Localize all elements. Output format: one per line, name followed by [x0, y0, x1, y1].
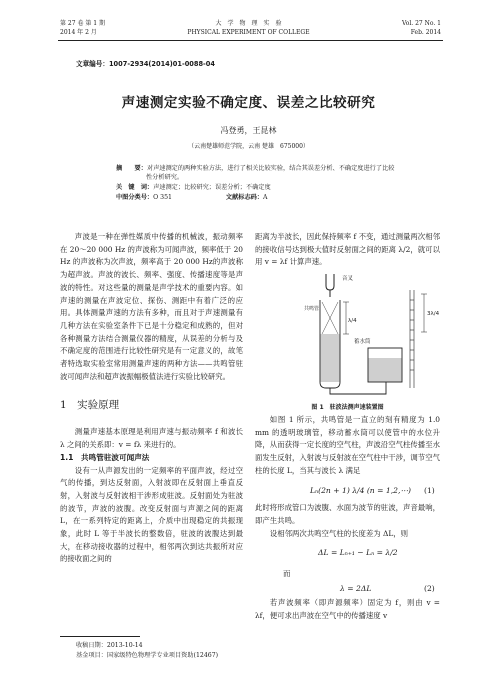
length-difference-paragraph: 设相邻两次共鸣空气柱的长度差为 ΔL，则 — [269, 529, 409, 539]
received-date: 收稿日期：2013-10-14 — [76, 642, 143, 649]
authors: 冯登勇，王昆林 — [220, 126, 277, 135]
doc-code-label: 文献标志码： — [225, 194, 264, 201]
doc-code: A — [263, 194, 268, 201]
fig-label-three-quarter: 3λ/4 — [427, 311, 440, 317]
right-column-top — [255, 231, 440, 269]
equation-3-number: (2) — [424, 584, 435, 593]
keywords: 声速测定；比较研究；误差分析；不确定度 — [153, 184, 271, 191]
dimension-markers — [343, 294, 427, 334]
right-column-mid — [255, 414, 440, 478]
header-rule — [58, 40, 443, 41]
fig-label-water: 蓄水筒 — [354, 339, 371, 345]
equation-2: ΔL = Lₙ₊₁ − Lₙ = λ/2 — [318, 548, 398, 557]
wavelength-paragraph: 距离为半波长，因此保持频率 f 不变，通过测量两次相邻的接收信号达到极大值时反射面之间的距离 λ/2，就可以用 v = λf 计算声速。 — [255, 232, 440, 267]
equation-3: λ = 2ΔL — [340, 584, 372, 593]
clc-label: 中图分类号： — [116, 194, 154, 201]
affiliation: （云南楚雄师范学院，云南 楚雄 675000） — [188, 143, 309, 150]
scale-stand — [410, 290, 414, 388]
clc-code: O 351 — [153, 194, 172, 201]
tuning-fork-icon — [326, 274, 334, 297]
equation-1-number: (1) — [424, 486, 435, 495]
journal-date: 2014 年 2 月 — [60, 29, 97, 36]
article-number: 文章编号：1007-2934(2014)01-0088-04 — [76, 60, 215, 68]
left-column — [60, 231, 243, 566]
resonance-paragraph: 设有一从声源发出的一定频率的平面声波，经过空气的传播，到达反射面，入射波即在反射面上垂直反射，入射波与反射波相干涉形成驻波。反射面处为驻波的波节，声波的波腹。改变反射面与声源之间的距离 L，在一系列特定的距离上，介质中出现稳定的共振现象，此时 L 等于半波长的整数倍，驻波的波腹达到最大，在移动接收器的过程中，相邻两次到达共振所对应的接收面之间的 — [60, 465, 243, 564]
footnote-rule — [60, 636, 140, 637]
intro-paragraph: 声波是一种在弹性媒质中传播的机械波，振动频率在 20～20 000 Hz 的声波称为可闻声波，频率低于 20 Hz 的声波称为次声波，频率高于 20 000 Hz的声波称为超声波。声波的波长、频率、强度、传播速度等是声波的特性。对这些量的测量是声学技术的重要内容。如声速的测量在声波定位、探伤、测距中有着广泛的应用。具体测量声速的方法有多种，而且对于声速测量有几种方法在实验室条件下已是十分稳定和成熟的，但对各种测量方法结合测量仪器的精度，从误差的分析与及不确定度的范围进行比较性研究是有一定意义的，故笔者特选取实验室常用测量声速的两种方法——共鸣管驻波可闻声法和超声波振幅极值法进行实验比较研究。 — [60, 232, 243, 381]
abstract — [116, 164, 426, 202]
journal-date-en: Feb. 2014 — [410, 29, 441, 36]
standing-wave-curves — [322, 302, 338, 334]
keywords-label: 关 键 词： — [116, 184, 154, 191]
fig-label-quarter: λ/4 — [348, 318, 357, 324]
tube-water — [321, 334, 340, 382]
then-text: 而 — [283, 569, 291, 578]
figure-resonance-apparatus — [268, 270, 448, 398]
equation-1: Lₙ(2n + 1) λ/4 (n = 1,2,⋯) — [310, 486, 411, 495]
journal-name-en: PHYSICAL EXPERIMENT OF COLLEGE — [187, 29, 310, 36]
journal-name-cn: 大 学 物 理 实 验 — [215, 20, 282, 27]
journal-volume-en: Vol. 27 No. 1 — [401, 20, 441, 27]
abstract-text-1: 对声速测定的两种实验方法，进行了相关比较实验，结合其误差分析、不确定度进行了比较 — [146, 165, 395, 172]
subsection-heading-resonance: 1.1 共鸣管驻波可闻声法 — [60, 452, 150, 462]
reservoir-icon — [368, 348, 402, 382]
journal-volume: 第 27 卷 第 1 期 — [60, 20, 105, 27]
fig-label-source: 音叉 — [342, 276, 354, 282]
resonance-condition-paragraph: 此时将形成管口为波腹、水面为波节的驻波，声音最响，即产生共鸣。 — [255, 503, 440, 525]
abstract-label: 摘 要： — [116, 165, 147, 172]
figure-caption: 图 1 驻波法测声速装置图 — [311, 404, 384, 411]
principle-paragraph: 测量声速基本原理是利用声速与振动频率 f 和波长 λ 之间的关系即：v = fλ 来进行的。 — [60, 427, 243, 450]
right-column-bottom — [255, 597, 440, 622]
section-heading-principle: 1 实验原理 — [60, 399, 120, 412]
abstract-text-2: 性分析研究。 — [146, 174, 184, 181]
speed-formula-paragraph: 若声波频率（即声源频率）固定为 f，则由 v = λf，便可求出声波在空气中的传播速度 v — [255, 598, 440, 620]
fund-info: 基金项目：国家级特色物理学专业项目资助(12467) — [76, 652, 219, 659]
apparatus-paragraph: 如图 1 所示，共鸣管是一直立的刻有精度为 1.0 mm 的透明玻璃管，移动蓄水筒可以使管中的水位升降，从而获得一定长度的空气柱，声波沿空气柱传播至水面发生反射，入射波与反射波在空气柱中干涉，调节空气柱的长度 L，当其与波长 λ 满足 — [255, 415, 440, 475]
right-column-lower — [255, 502, 440, 541]
fig-label-tube: 共鸣管 — [304, 306, 320, 312]
page-title: 声速测定实验不确定度、误差之比较研究 — [121, 95, 376, 111]
